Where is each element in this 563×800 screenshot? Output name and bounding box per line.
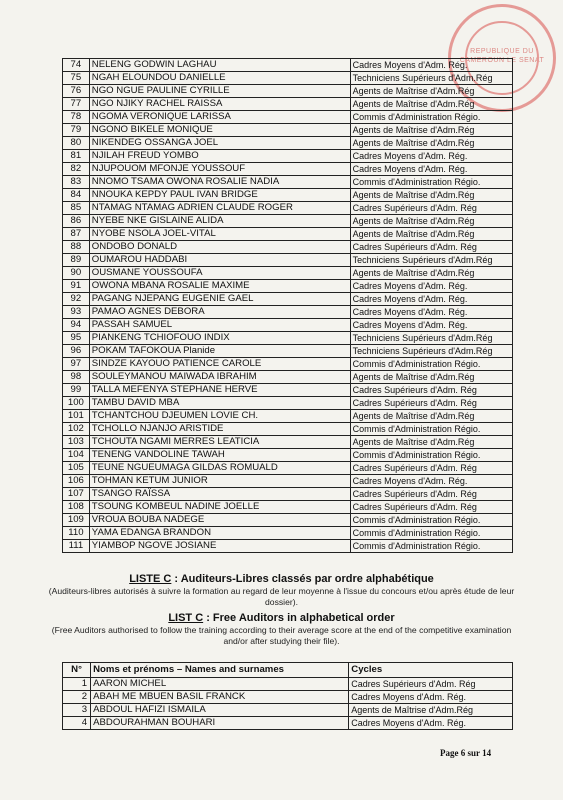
row-cycle: Cadres Moyens d'Adm. Rég. [349, 691, 513, 704]
row-name: OUSMANE YOUSSOUFA [89, 267, 350, 280]
table-row [63, 345, 513, 358]
row-number: 102 [63, 423, 90, 436]
row-number: 88 [63, 241, 90, 254]
row-cycle: Agents de Maîtrise d'Adm.Rég [350, 98, 512, 111]
row-cycle: Agents de Maîtrise d'Adm.Rég [350, 189, 512, 202]
row-cycle: Agents de Maîtrise d'Adm.Rég [350, 137, 512, 150]
seal-text: REPUBLIQUE DU CAMEROUN LE SENAT [459, 48, 545, 64]
row-number: 76 [63, 85, 90, 98]
row-number: 78 [63, 111, 90, 124]
row-name: TEUNE NGUEUMAGA GILDAS ROMUALD [89, 462, 350, 475]
list-c-note-fr: (Auditeurs-libres autorisés à suivre la formation au regard de leur moyenne à l'issue du concours et/ou après étude de leur dossier). [48, 586, 515, 607]
row-number: 94 [63, 319, 90, 332]
row-number: 1 [63, 678, 91, 691]
row-name: ABDOUL HAFIZI ISMAILA [91, 704, 349, 717]
row-name: TENENG VANDOLINE TAWAH [89, 449, 350, 462]
table-row [63, 540, 513, 553]
table-row [63, 717, 513, 730]
row-number: 85 [63, 202, 90, 215]
row-name: NJILAH FREUD YOMBO [89, 150, 350, 163]
row-cycle: Techniciens Supérieurs d'Adm.Rég [350, 72, 512, 85]
row-number: 4 [63, 717, 91, 730]
row-cycle: Cadres Supérieurs d'Adm. Rég [350, 397, 512, 410]
row-number: 103 [63, 436, 90, 449]
row-name: ABAH ME MBUEN BASIL FRANCK [91, 691, 349, 704]
table-row [63, 150, 513, 163]
table-row [63, 124, 513, 137]
row-cycle: Agents de Maîtrise d'Adm.Rég [350, 228, 512, 241]
table-row [63, 202, 513, 215]
row-cycle: Cadres Moyens d'Adm. Rég. [350, 280, 512, 293]
table-row [63, 241, 513, 254]
list-b-body [63, 59, 513, 553]
row-number: 91 [63, 280, 90, 293]
row-number: 89 [63, 254, 90, 267]
header-name: Noms et prénoms – Names and surnames [91, 663, 349, 678]
row-number: 98 [63, 371, 90, 384]
list-c-heading-fr [40, 573, 523, 608]
table-row [63, 397, 513, 410]
table-row [63, 449, 513, 462]
table-row [63, 514, 513, 527]
row-cycle: Commis d'Administration Régio. [350, 111, 512, 124]
row-cycle: Cadres Supérieurs d'Adm. Rég [349, 678, 513, 691]
row-number: 106 [63, 475, 90, 488]
row-cycle: Cadres Moyens d'Adm. Rég. [350, 163, 512, 176]
row-cycle: Cadres Supérieurs d'Adm. Rég [350, 202, 512, 215]
row-name: NIKENDEG OSSANGA JOEL [89, 137, 350, 150]
row-cycle: Cadres Moyens d'Adm. Rég. [350, 59, 512, 72]
row-number: 87 [63, 228, 90, 241]
row-cycle: Agents de Maîtrise d'Adm.Rég [350, 215, 512, 228]
table-row [63, 358, 513, 371]
row-number: 99 [63, 384, 90, 397]
table-row [63, 59, 513, 72]
row-number: 82 [63, 163, 90, 176]
row-cycle: Cadres Moyens d'Adm. Rég. [350, 150, 512, 163]
row-number: 80 [63, 137, 90, 150]
row-cycle: Agents de Maîtrise d'Adm.Rég [350, 124, 512, 137]
list-c-label-en: LIST C [168, 612, 204, 624]
row-name: PASSAH SAMUEL [89, 319, 350, 332]
row-cycle: Techniciens Supérieurs d'Adm.Rég [350, 345, 512, 358]
row-name: NNOUKA KEPDY PAUL IVAN BRIDGE [89, 189, 350, 202]
row-name: TSOUNG KOMBEUL NADINE JOELLE [89, 501, 350, 514]
table-row [63, 332, 513, 345]
row-name: NNOMO TSAMA OWONA ROSALIE NADIA [89, 176, 350, 189]
row-cycle: Commis d'Administration Régio. [350, 358, 512, 371]
table-row [63, 267, 513, 280]
row-cycle: Agents de Maîtrise d'Adm.Rég [350, 410, 512, 423]
table-row [63, 371, 513, 384]
row-cycle: Commis d'Administration Régio. [350, 527, 512, 540]
row-cycle: Techniciens Supérieurs d'Adm.Rég [350, 332, 512, 345]
table-row [63, 319, 513, 332]
page-number: Page 6 sur 14 [440, 748, 492, 758]
table-row [63, 423, 513, 436]
row-name: PAGANG NJEPANG EUGENIE GAEL [89, 293, 350, 306]
row-name: ABDOURAHMAN BOUHARI [91, 717, 349, 730]
row-cycle: Commis d'Administration Régio. [350, 540, 512, 553]
row-cycle: Agents de Maîtrise d'Adm.Rég [350, 85, 512, 98]
row-cycle: Cadres Supérieurs d'Adm. Rég [350, 488, 512, 501]
row-number: 105 [63, 462, 90, 475]
table-row [63, 462, 513, 475]
row-name: TCHANTCHOU DJEUMEN LOVIE CH. [89, 410, 350, 423]
row-name: PAMAO AGNES DEBORA [89, 306, 350, 319]
row-number: 109 [63, 514, 90, 527]
row-name: NGONO BIKELE MONIQUE [89, 124, 350, 137]
row-number: 84 [63, 189, 90, 202]
table-row [63, 691, 513, 704]
row-cycle: Commis d'Administration Régio. [350, 176, 512, 189]
row-number: 79 [63, 124, 90, 137]
row-name: AARON MICHEL [91, 678, 349, 691]
table-row [63, 111, 513, 124]
table-row [63, 72, 513, 85]
list-c-title-fr: : Auditeurs-Libres classés par ordre alphabétique [171, 573, 434, 585]
row-name: SOULEYMANOU MAIWADA IBRAHIM [89, 371, 350, 384]
row-cycle: Commis d'Administration Régio. [350, 449, 512, 462]
row-name: POKAM TAFOKOUA Planide [89, 345, 350, 358]
row-cycle: Commis d'Administration Régio. [350, 423, 512, 436]
row-cycle: Agents de Maîtrise d'Adm.Rég [350, 267, 512, 280]
list-b-table [62, 58, 513, 553]
table-row [63, 137, 513, 150]
row-number: 95 [63, 332, 90, 345]
row-name: NTAMAG NTAMAG ADRIEN CLAUDE ROGER [89, 202, 350, 215]
row-number: 83 [63, 176, 90, 189]
row-name: TALLA MEFENYA STEPHANE HERVE [89, 384, 350, 397]
table-row [63, 293, 513, 306]
row-number: 108 [63, 501, 90, 514]
row-cycle: Techniciens Supérieurs d'Adm.Rég [350, 254, 512, 267]
row-cycle: Agents de Maîtrise d'Adm.Rég [349, 704, 513, 717]
row-name: TAMBU DAVID MBA [89, 397, 350, 410]
row-number: 86 [63, 215, 90, 228]
row-name: ONDOBO DONALD [89, 241, 350, 254]
row-number: 77 [63, 98, 90, 111]
table-row [63, 215, 513, 228]
list-c-heading-en [40, 612, 523, 647]
row-name: TOHMAN KETUM JUNIOR [89, 475, 350, 488]
row-cycle: Cadres Moyens d'Adm. Rég. [350, 319, 512, 332]
row-name: OWONA MBANA ROSALIE MAXIME [89, 280, 350, 293]
row-name: SINDZE KAYOUO PATIENCE CAROLE [89, 358, 350, 371]
table-row [63, 410, 513, 423]
table-row [63, 384, 513, 397]
row-name: OUMAROU HADDABI [89, 254, 350, 267]
table-row [63, 189, 513, 202]
row-name: TCHOUTA NGAMI MERRES LEATICIA [89, 436, 350, 449]
table-row [63, 527, 513, 540]
row-number: 93 [63, 306, 90, 319]
row-cycle: Cadres Moyens d'Adm. Rég. [350, 475, 512, 488]
table-row [63, 704, 513, 717]
row-name: NGAH ELOUNDOU DANIELLE [89, 72, 350, 85]
row-name: YAMA EDANGA BRANDON [89, 527, 350, 540]
table-row [63, 475, 513, 488]
list-c-label-fr: LISTE C [129, 573, 172, 585]
row-cycle: Agents de Maîtrise d'Adm.Rég [350, 436, 512, 449]
row-name: YIAMBOP NGOVE JOSIANE [89, 540, 350, 553]
list-c-note-en: (Free Auditors authorised to follow the training according to their average score at the end of the competitive examination and/or after studying their file). [51, 625, 512, 646]
row-number: 75 [63, 72, 90, 85]
row-name: NGOMA VERONIQUE LARISSA [89, 111, 350, 124]
table-row [63, 254, 513, 267]
row-cycle: Cadres Moyens d'Adm. Rég. [350, 306, 512, 319]
row-name: NELENG GODWIN LAGHAU [89, 59, 350, 72]
header-number: N° [63, 663, 91, 678]
row-number: 107 [63, 488, 90, 501]
list-c-body [63, 678, 513, 730]
row-name: NJUPOUOM MFONJE YOUSSOUF [89, 163, 350, 176]
row-number: 90 [63, 267, 90, 280]
list-c-table [62, 662, 513, 730]
table-row [63, 501, 513, 514]
row-name: TSANGO RAÏSSA [89, 488, 350, 501]
row-number: 110 [63, 527, 90, 540]
row-cycle: Cadres Supérieurs d'Adm. Rég [350, 501, 512, 514]
row-name: PIANKENG TCHIOFOUO INDIX [89, 332, 350, 345]
row-number: 104 [63, 449, 90, 462]
row-cycle: Commis d'Administration Régio. [350, 514, 512, 527]
row-number: 101 [63, 410, 90, 423]
row-number: 3 [63, 704, 91, 717]
row-name: NYOBE NSOLA JOEL-VITAL [89, 228, 350, 241]
row-name: NGO NGUE PAULINE CYRILLE [89, 85, 350, 98]
table-row [63, 678, 513, 691]
row-cycle: Cadres Supérieurs d'Adm. Rég [350, 384, 512, 397]
table-row [63, 488, 513, 501]
row-cycle: Cadres Supérieurs d'Adm. Rég [350, 462, 512, 475]
row-number: 74 [63, 59, 90, 72]
row-name: VROUA BOUBA NADEGE [89, 514, 350, 527]
row-number: 97 [63, 358, 90, 371]
table-row [63, 85, 513, 98]
row-cycle: Cadres Moyens d'Adm. Rég. [349, 717, 513, 730]
row-name: TCHOLLO NJANJO ARISTIDE [89, 423, 350, 436]
table-row [63, 306, 513, 319]
row-name: NYEBE NKE GISLAINE ALIDA [89, 215, 350, 228]
row-cycle: Cadres Moyens d'Adm. Rég. [350, 293, 512, 306]
row-number: 81 [63, 150, 90, 163]
table-row [63, 228, 513, 241]
list-c-title-en: : Free Auditors in alphabetical order [203, 612, 395, 624]
row-name: NGO NJIKY RACHEL RAISSA [89, 98, 350, 111]
table-row [63, 98, 513, 111]
row-number: 96 [63, 345, 90, 358]
table-row [63, 163, 513, 176]
row-cycle: Agents de Maîtrise d'Adm.Rég [350, 371, 512, 384]
header-cycle: Cycles [349, 663, 513, 678]
table-row [63, 176, 513, 189]
row-number: 2 [63, 691, 91, 704]
table-row [63, 280, 513, 293]
row-number: 100 [63, 397, 90, 410]
table-row [63, 436, 513, 449]
row-number: 111 [63, 540, 90, 553]
row-cycle: Cadres Supérieurs d'Adm. Rég [350, 241, 512, 254]
row-number: 92 [63, 293, 90, 306]
